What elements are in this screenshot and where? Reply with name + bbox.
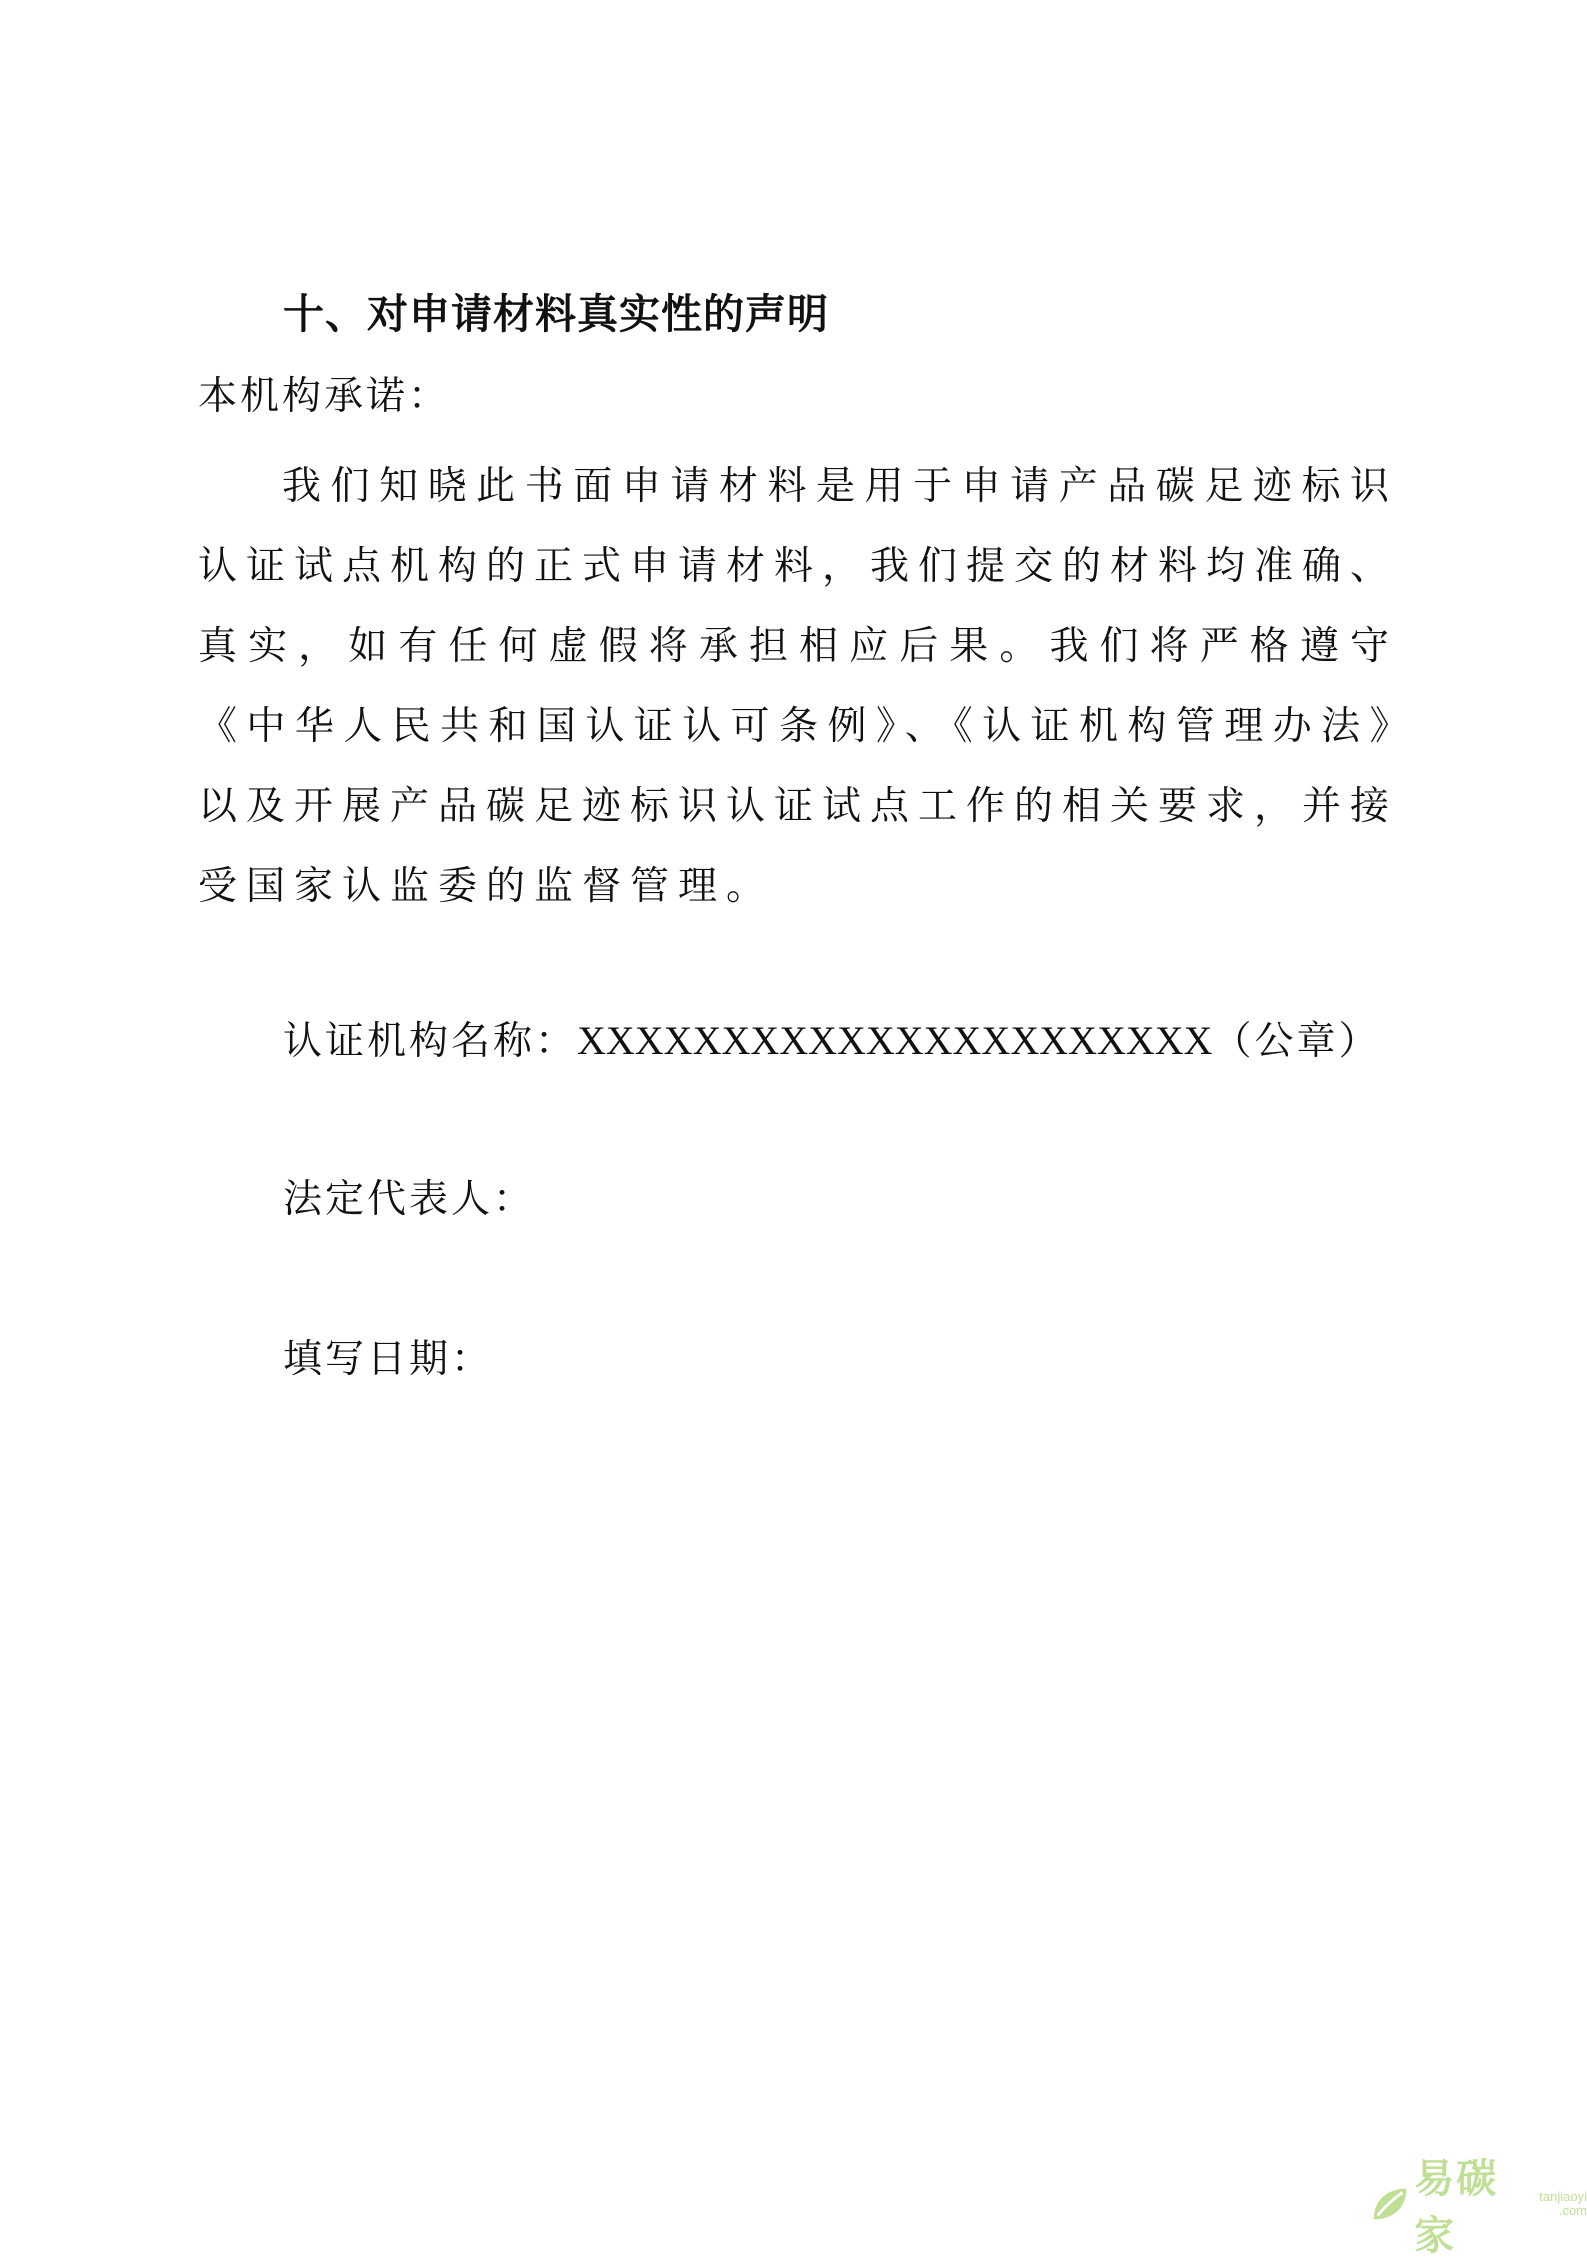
watermark-domain-line2: .com	[1558, 2203, 1587, 2218]
intro-line: 本机构承诺：	[198, 374, 451, 419]
legal-representative-field	[283, 1172, 535, 1228]
site-watermark	[1368, 2156, 1587, 2259]
leaf-logo-icon	[1368, 2182, 1410, 2226]
org-name-value: XXXXXXXXXXXXXXXXXXXXXX	[577, 1018, 1213, 1063]
org-seal-note: （公章）	[1212, 1019, 1381, 1064]
legal-representative-label: 法定代表人：	[283, 1177, 536, 1222]
section-heading: 十、对申请材料真实性的声明	[283, 290, 829, 338]
org-name-label: 认证机构名称：	[283, 1019, 578, 1064]
fill-date-label: 填写日期：	[283, 1337, 494, 1382]
watermark-text: 易碳家	[1414, 2156, 1499, 2259]
fill-date-field	[283, 1332, 493, 1388]
org-name-field	[283, 1013, 1381, 1070]
watermark-domain	[1539, 2190, 1587, 2218]
declaration-paragraph: 我们知晓此书面申请材料是用于申请产品碳足迹标识认证试点机构的正式申请材料，我们提交的材料均准确、真实，如有任何虚假将承担相应后果。我们将严格遵守《中华人民共和国认证认可条例》、《认证机构管理办法》以及开展产品碳足迹标识认证试点工作的相关要求，并接受国家认监委的监督管理。	[198, 464, 1399, 909]
watermark-domain-line1: tanjiaoyi	[1539, 2189, 1587, 2204]
